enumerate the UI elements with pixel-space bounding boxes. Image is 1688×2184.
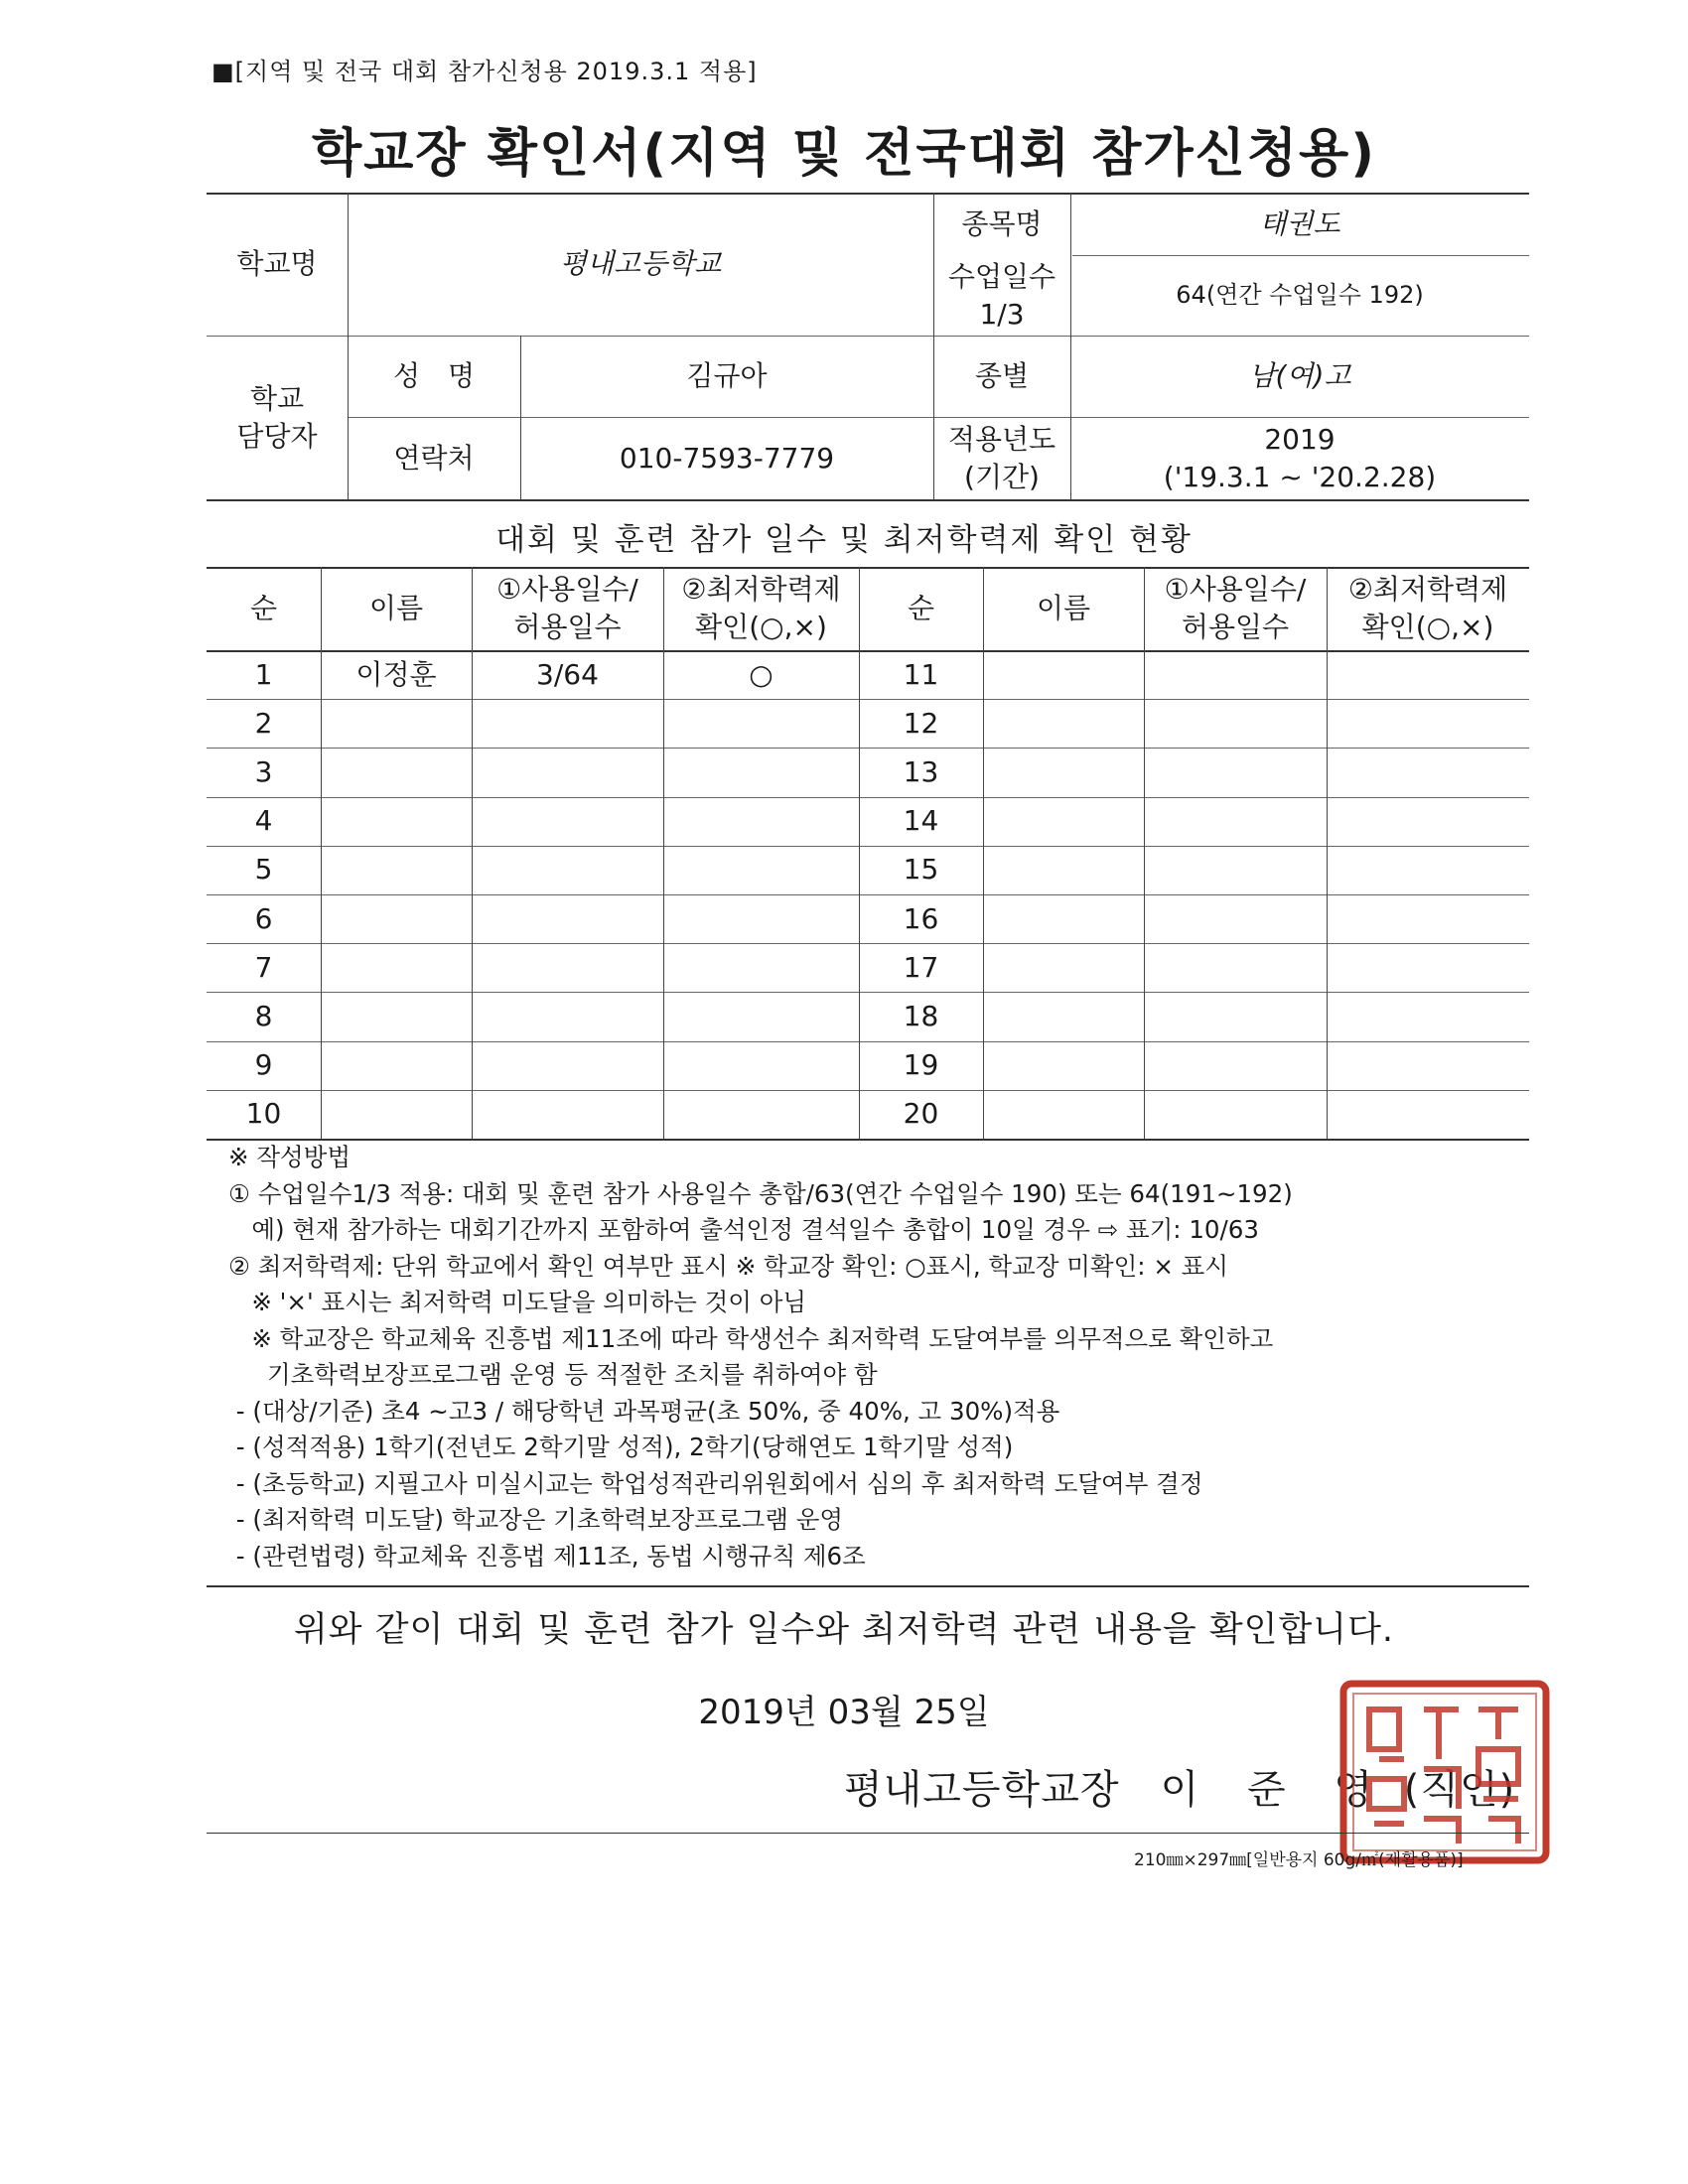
- contact-value: 010-7593-7779: [619, 441, 835, 475]
- row-days: [472, 894, 663, 943]
- col-header-name-right: 이름: [1036, 592, 1091, 625]
- row-check: [1327, 1041, 1529, 1090]
- row-days: [472, 748, 663, 796]
- row-days: [1144, 650, 1327, 699]
- col-header-check-line2: 확인(○,×): [695, 611, 827, 643]
- official-seal-stamp: [1339, 1680, 1550, 1864]
- row-name: [983, 650, 1144, 699]
- row-name: [321, 797, 472, 846]
- row-days: [1144, 846, 1327, 894]
- instruction-line: - (대상/기준) 초4 ~고3 / 해당학년 과목평균(초 50%, 중 40%, 고 30%)적용: [228, 1396, 1060, 1426]
- row-days: [1144, 992, 1327, 1040]
- confirm-statement: 위와 같이 대회 및 훈련 참가 일수와 최저학력 관련 내용을 확인합니다.: [293, 1610, 1395, 1650]
- row-check: [663, 797, 859, 846]
- row-no: 7: [254, 950, 273, 984]
- row-check: [1327, 943, 1529, 992]
- school-value: 평내고등학교: [559, 247, 722, 281]
- manager-label-line2: 담당자: [236, 419, 318, 453]
- row-check: [1327, 699, 1529, 748]
- year-value-line2: ('19.3.1 ~ '20.2.28): [1163, 460, 1437, 493]
- year-label: [933, 417, 1070, 499]
- col-header-name-left: 이름: [368, 592, 424, 625]
- days-label-line2: 1/3: [979, 297, 1025, 331]
- days-label-line1: 수업일수: [947, 259, 1056, 293]
- name-label: 성 명: [392, 359, 476, 393]
- row-name: [321, 699, 472, 748]
- instruction-line: 기초학력보장프로그램 운영 등 적절한 조치를 취하여야 함: [228, 1360, 878, 1389]
- year-value: [1070, 417, 1529, 499]
- name-value: 김규아: [686, 359, 768, 393]
- year-label-line2: (기간): [964, 460, 1040, 493]
- row-days: [472, 1090, 663, 1139]
- sport-label: 종목명: [961, 206, 1043, 240]
- row-name: [983, 943, 1144, 992]
- row-days: [1144, 894, 1327, 943]
- section-title: 대회 및 훈련 참가 일수 및 최저학력제 확인 현황: [495, 522, 1193, 558]
- seal-glyphs: [1369, 1709, 1518, 1843]
- row-check: [663, 699, 859, 748]
- instruction-line: ※ 학교장은 학교체육 진흥법 제11조에 따라 학생선수 최저학력 도달여부를 의무적으로 확인하고: [228, 1323, 1274, 1353]
- row-name: [321, 1041, 472, 1090]
- instruction-line: ② 최저학력제: 단위 학교에서 확인 여부만 표시 ※ 학교장 확인: ○표시, 학교장 미확인: × 표시: [228, 1251, 1228, 1281]
- row-check: [1327, 797, 1529, 846]
- contact-label: 연락처: [393, 441, 475, 475]
- row-days: [472, 992, 663, 1040]
- row-check: [663, 1090, 859, 1139]
- col-header-days-left: [472, 567, 663, 650]
- document-title: 학교장 확인서(지역 및 전국대회 참가신청용): [311, 124, 1377, 184]
- row-days: [1144, 943, 1327, 992]
- row-check: [1327, 894, 1529, 943]
- col-header-check-right: [1327, 567, 1529, 650]
- col-header-days-line2: 허용일수: [1181, 611, 1290, 643]
- row-check: [1327, 846, 1529, 894]
- days-label: [933, 255, 1070, 336]
- row-days: [472, 943, 663, 992]
- col-header-days-line1: ①사용일수/: [1164, 573, 1307, 607]
- school-label: 학교명: [236, 247, 318, 281]
- manager-label: [207, 336, 348, 499]
- row-check: [1327, 748, 1529, 796]
- instruction-line: - (최저학력 미도달) 학교장은 기초학력보장프로그램 운영: [228, 1505, 844, 1534]
- row-name: [321, 1090, 472, 1139]
- instructions: [228, 1140, 1293, 1574]
- row-name: 이정훈: [355, 657, 437, 691]
- instructions-heading: ※ 작성방법: [228, 1143, 351, 1171]
- info-bottom-border: [207, 499, 1529, 501]
- footer-line: [207, 1833, 1529, 1834]
- row-name: [983, 992, 1144, 1040]
- row-name: [983, 699, 1144, 748]
- row-name: [983, 1090, 1144, 1139]
- col-header-days-line1: ①사용일수/: [496, 573, 638, 607]
- row-days: [472, 797, 663, 846]
- row-name: [983, 748, 1144, 796]
- year-value-line1: 2019: [1264, 422, 1336, 456]
- row-no: 15: [903, 853, 939, 887]
- col-header-check-line1: ②최저학력제: [1347, 573, 1508, 607]
- signer-name: 이 준 영: [1160, 1767, 1390, 1813]
- instruction-line: - (초등학교) 지필고사 미실시교는 학업성적관리위원회에서 심의 후 최저학력 도달여부 결정: [228, 1468, 1203, 1498]
- row-check: [663, 1041, 859, 1090]
- col-header-check-left: [663, 567, 859, 650]
- row-days: [472, 1041, 663, 1090]
- instruction-line: 예) 현재 참가하는 대회기간까지 포함하여 출석인정 결석일수 총합이 10일 경우 ⇨ 표기: 10/63: [228, 1215, 1259, 1244]
- col-header-check-line2: 확인(○,×): [1361, 611, 1494, 643]
- instruction-line: ※ '×' 표시는 최저학력 미도달을 의미하는 것이 아님: [228, 1288, 807, 1316]
- col-header-no-right: 순: [907, 592, 935, 625]
- col-header-days-line2: 허용일수: [513, 611, 622, 643]
- row-no: 19: [903, 1048, 939, 1082]
- row-name: [321, 846, 472, 894]
- row-no: 6: [254, 901, 273, 935]
- days-value: 64(연간 수업일수 192): [1176, 281, 1424, 310]
- row-name: [983, 1041, 1144, 1090]
- row-check: [663, 748, 859, 796]
- row-name: [321, 894, 472, 943]
- row-no: 17: [903, 950, 939, 984]
- row-no: 18: [903, 1000, 939, 1033]
- row-no: 3: [254, 755, 273, 789]
- col-header-days-right: [1144, 567, 1327, 650]
- row-check: [1327, 992, 1529, 1040]
- row-days: [472, 846, 663, 894]
- row-days: [1144, 1090, 1327, 1139]
- row-check: ○: [749, 657, 774, 691]
- row-name: [321, 943, 472, 992]
- row-no: 2: [254, 706, 273, 740]
- row-check: [1327, 650, 1529, 699]
- manager-label-line1: 학교: [249, 381, 305, 415]
- row-check: [663, 894, 859, 943]
- row-no: 10: [245, 1097, 282, 1131]
- row-days: [472, 699, 663, 748]
- issue-date: 2019년 03월 25일: [698, 1693, 990, 1732]
- row-no: 13: [903, 755, 939, 789]
- type-value: 남(여)고: [1248, 359, 1351, 393]
- row-name: [983, 894, 1144, 943]
- row-no: 1: [254, 657, 273, 691]
- row-no: 16: [903, 901, 939, 935]
- row-check: [663, 943, 859, 992]
- row-no: 8: [254, 1000, 273, 1033]
- row-check: [663, 992, 859, 1040]
- row-name: [983, 846, 1144, 894]
- row-check: [1327, 1090, 1529, 1139]
- row-no: 5: [254, 853, 273, 887]
- row-check: [663, 846, 859, 894]
- type-label: 종별: [974, 359, 1030, 393]
- row-name: [321, 992, 472, 1040]
- row-days: [1144, 699, 1327, 748]
- row-no: 20: [903, 1097, 939, 1131]
- row-days: [1144, 748, 1327, 796]
- row-name: [983, 797, 1144, 846]
- row-no: 12: [903, 706, 939, 740]
- header-note: ■[지역 및 전국 대회 참가신청용 2019.3.1 적용]: [211, 58, 758, 85]
- row-no: 14: [903, 804, 939, 838]
- year-label-line1: 적용년도: [947, 422, 1056, 456]
- instruction-line: - (관련법령) 학교체육 진흥법 제11조, 동법 시행규칙 제6조: [228, 1541, 866, 1570]
- row-no: 11: [903, 657, 939, 691]
- row-no: 9: [254, 1048, 273, 1082]
- row-days: [1144, 1041, 1327, 1090]
- col-header-check-line1: ②최저학력제: [681, 573, 841, 607]
- signer-seal-label: (직인): [1403, 1767, 1516, 1813]
- col-header-no-left: 순: [249, 592, 278, 625]
- separator-line: [207, 1585, 1529, 1587]
- instruction-line: ① 수업일수1/3 적용: 대회 및 훈련 참가 사용일수 총합/63(연간 수업일수 190) 또는 64(191~192): [228, 1178, 1293, 1208]
- instruction-line: - (성적적용) 1학기(전년도 2학기말 성적), 2학기(당해연도 1학기말 성적): [228, 1433, 1014, 1461]
- row-days: 3/64: [536, 657, 599, 691]
- row-name: [321, 748, 472, 796]
- row-no: 4: [254, 804, 273, 838]
- signer-school: 평내고등학교장: [844, 1767, 1120, 1813]
- paper-spec-footer: 210㎜×297㎜[일반용지 60g/㎡(재활용품)]: [1134, 1850, 1464, 1870]
- sport-value: 태권도: [1259, 206, 1340, 240]
- row-days: [1144, 797, 1327, 846]
